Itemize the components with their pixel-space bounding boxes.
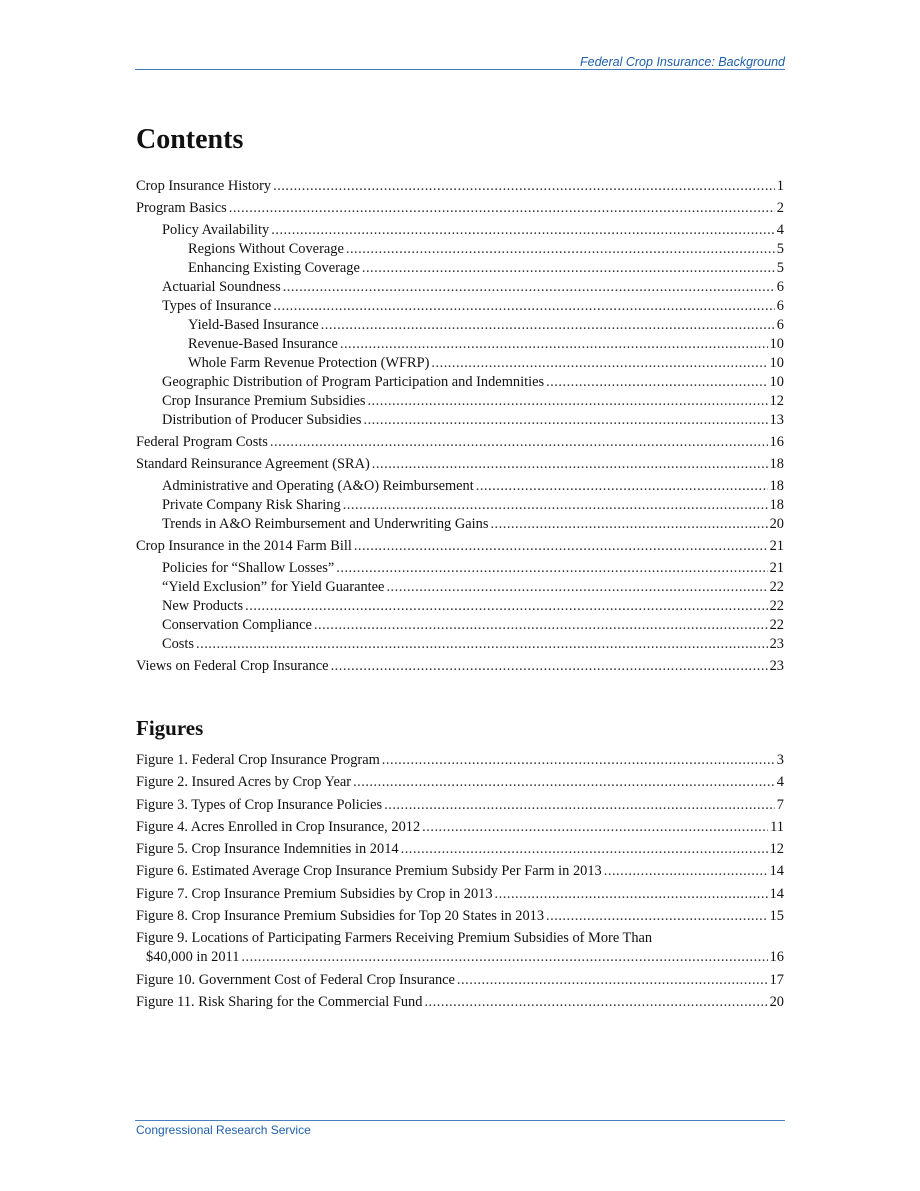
toc-entry[interactable]: Crop Insurance in the 2014 Farm Bill ..... 21 — [136, 537, 784, 556]
toc-entry[interactable]: Yield-Based Insurance ..... 6 — [136, 316, 784, 335]
toc-entry[interactable]: Whole Farm Revenue Protection (WFRP) ..... 10 — [136, 354, 784, 373]
figure-entry[interactable]: Figure 7. Crop Insurance Premium Subsidies by Crop in 2013 ..... 14 — [136, 885, 784, 904]
toc-entry[interactable]: Conservation Compliance ..... 22 — [136, 616, 784, 635]
figure-entry[interactable]: Figure 6. Estimated Average Crop Insurance Premium Subsidy Per Farm in 2013 ..... 14 — [136, 862, 784, 881]
toc-entry[interactable]: Federal Program Costs ..... 16 — [136, 433, 784, 452]
toc-entry[interactable]: New Products ..... 22 — [136, 597, 784, 616]
figure-entry[interactable]: Figure 3. Types of Crop Insurance Policies ..... 7 — [136, 796, 784, 815]
running-header: Federal Crop Insurance: Background — [580, 55, 785, 69]
toc-entry[interactable]: “Yield Exclusion” for Yield Guarantee ..... 22 — [136, 578, 784, 597]
toc-entry[interactable]: Revenue-Based Insurance ..... 10 — [136, 335, 784, 354]
toc-entry[interactable]: Policies for “Shallow Losses” ..... 21 — [136, 559, 784, 578]
header-divider — [135, 69, 785, 70]
figure-entry[interactable]: Figure 11. Risk Sharing for the Commercial Fund ..... 20 — [136, 993, 784, 1012]
figure-entry-line2: $40,000 in 2011 ..... 16 — [136, 948, 784, 967]
toc-entry[interactable]: Distribution of Producer Subsidies ..... 13 — [136, 411, 784, 430]
toc-entry[interactable]: Administrative and Operating (A&O) Reimbursement ..... 18 — [136, 477, 784, 496]
figure-entry[interactable]: Figure 8. Crop Insurance Premium Subsidies for Top 20 States in 2013 ..... 15 — [136, 907, 784, 926]
toc-entry[interactable]: Views on Federal Crop Insurance ..... 23 — [136, 657, 784, 676]
figure-entry[interactable] — [136, 929, 784, 967]
figure-entry[interactable]: Figure 1. Federal Crop Insurance Program ..... 3 — [136, 751, 784, 770]
figure-entry-line1: Figure 9. Locations of Participating Farmers Receiving Premium Subsidies of More Than — [136, 930, 653, 947]
figure-entry[interactable]: Figure 4. Acres Enrolled in Crop Insurance, 2012 ..... 11 — [136, 818, 784, 837]
toc-entry[interactable]: Actuarial Soundness ..... 6 — [136, 278, 784, 297]
toc-entry[interactable]: Types of Insurance ..... 6 — [136, 297, 784, 316]
toc-entry[interactable]: Regions Without Coverage ..... 5 — [136, 240, 784, 259]
running-footer: Congressional Research Service — [136, 1123, 311, 1137]
figure-entry[interactable]: Figure 2. Insured Acres by Crop Year ..... 4 — [136, 773, 784, 792]
figures-list — [136, 751, 784, 1015]
figure-entry[interactable]: Figure 5. Crop Insurance Indemnities in 2014 ..... 12 — [136, 840, 784, 859]
toc-entry[interactable]: Trends in A&O Reimbursement and Underwriting Gains ..... 20 — [136, 515, 784, 534]
toc-entry[interactable]: Program Basics ..... 2 — [136, 199, 784, 218]
footer-divider — [135, 1120, 785, 1121]
contents-list — [136, 174, 784, 676]
figure-entry[interactable]: Figure 10. Government Cost of Federal Crop Insurance ..... 17 — [136, 971, 784, 990]
toc-entry[interactable]: Crop Insurance History ..... 1 — [136, 177, 784, 196]
toc-entry[interactable]: Geographic Distribution of Program Participation and Indemnities ..... 10 — [136, 373, 784, 392]
figures-heading: Figures — [136, 716, 204, 740]
toc-entry[interactable]: Crop Insurance Premium Subsidies ..... 12 — [136, 392, 784, 411]
toc-entry[interactable]: Costs ..... 23 — [136, 635, 784, 654]
contents-heading: Contents — [136, 124, 244, 155]
toc-entry[interactable]: Standard Reinsurance Agreement (SRA) ..... 18 — [136, 455, 784, 474]
toc-entry[interactable]: Policy Availability ..... 4 — [136, 221, 784, 240]
toc-entry[interactable]: Enhancing Existing Coverage ..... 5 — [136, 259, 784, 278]
toc-entry[interactable]: Private Company Risk Sharing ..... 18 — [136, 496, 784, 515]
